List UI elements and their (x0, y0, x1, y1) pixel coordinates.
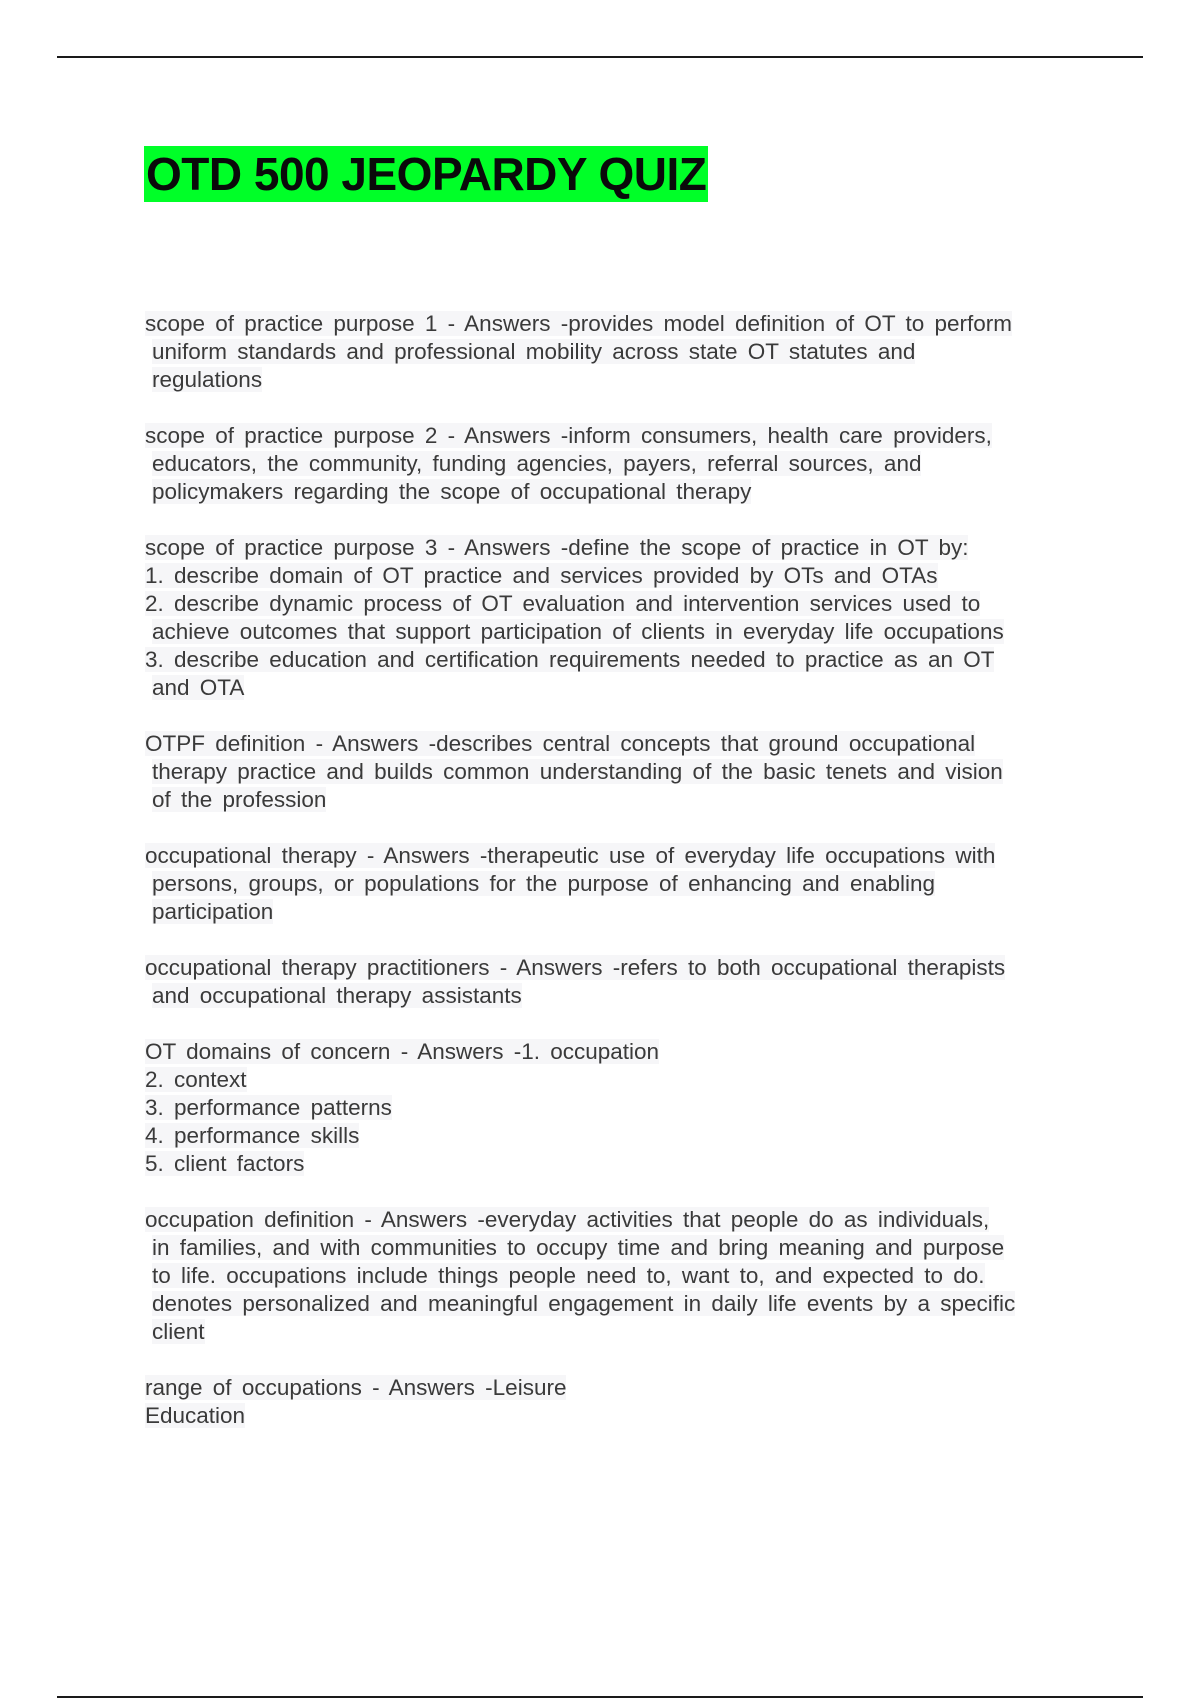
qa-entry-line-text: and occupational therapy assistants (152, 983, 522, 1008)
qa-entry-line (145, 562, 1095, 590)
qa-entry-line-text: denotes personalized and meaningful engagement in daily life events by a specific (152, 1291, 1016, 1316)
qa-entry-line-text: achieve outcomes that support participation of clients in everyday life occupations (152, 619, 1004, 644)
qa-entry-line-text: 3. describe education and certification requirements needed to practice as an OT (145, 647, 995, 672)
qa-entry-line (145, 1122, 1095, 1150)
qa-entry-line-text: educators, the community, funding agencies, payers, referral sources, and (152, 451, 922, 476)
qa-entry-line (145, 1066, 1095, 1094)
qa-entry-line-text: scope of practice purpose 2 - Answers -inform consumers, health care providers, (145, 423, 992, 448)
qa-entry-line-text: policymakers regarding the scope of occupational therapy (152, 479, 752, 504)
qa-entry-line (145, 1150, 1095, 1178)
qa-entry-line-text: client (152, 1319, 205, 1344)
qa-list (145, 310, 1095, 1458)
qa-entry-line (145, 1038, 1095, 1066)
qa-entry-line-text: therapy practice and builds common understanding of the basic tenets and vision (152, 759, 1003, 784)
qa-entry-line (145, 870, 1095, 898)
qa-entry (145, 534, 1095, 702)
qa-entry-line-text: persons, groups, or populations for the purpose of enhancing and enabling (152, 871, 936, 896)
qa-entry (145, 1374, 1095, 1430)
qa-entry-line (145, 618, 1095, 646)
qa-entry-line-text: OT domains of concern - Answers -1. occupation (145, 1039, 660, 1064)
qa-entry-line (145, 534, 1095, 562)
qa-entry (145, 1038, 1095, 1178)
qa-entry-line-text: in families, and with communities to occupy time and bring meaning and purpose (152, 1235, 1005, 1260)
qa-entry-line-text: to life. occupations include things people need to, want to, and expected to do. (152, 1263, 985, 1288)
qa-entry-line-text: OTPF definition - Answers -describes central concepts that ground occupational (145, 731, 976, 756)
qa-entry-line (145, 758, 1095, 786)
qa-entry-line-text: 3. performance patterns (145, 1095, 392, 1120)
qa-entry (145, 310, 1095, 394)
qa-entry-line-text: 1. describe domain of OT practice and services provided by OTs and OTAs (145, 563, 938, 588)
bottom-rule (57, 1696, 1143, 1698)
qa-entry-line (145, 730, 1095, 758)
qa-entry-line-text: occupational therapy - Answers -therapeutic use of everyday life occupations with (145, 843, 996, 868)
qa-entry-line (145, 898, 1095, 926)
qa-entry-line-text: participation (152, 899, 274, 924)
qa-entry-line (145, 1262, 1095, 1290)
qa-entry-line (145, 422, 1095, 450)
qa-entry-line (145, 1290, 1095, 1318)
qa-entry-line (145, 954, 1095, 982)
qa-entry-line-text: and OTA (152, 675, 245, 700)
qa-entry-line-text: 5. client factors (145, 1151, 305, 1176)
qa-entry-line (145, 842, 1095, 870)
qa-entry-line (145, 1094, 1095, 1122)
qa-entry-line (145, 338, 1095, 366)
qa-entry-line-text: of the profession (152, 787, 327, 812)
qa-entry-line (145, 674, 1095, 702)
qa-entry-line-text: 2. describe dynamic process of OT evaluation and intervention services used to (145, 591, 981, 616)
qa-entry-line (145, 1234, 1095, 1262)
qa-entry-line-text: 4. performance skills (145, 1123, 360, 1148)
page-title: OTD 500 JEOPARDY QUIZ (146, 148, 707, 200)
qa-entry-line (145, 310, 1095, 338)
qa-entry-line (145, 450, 1095, 478)
qa-entry-line (145, 786, 1095, 814)
page-title-container (144, 146, 708, 202)
qa-entry-line-text: occupational therapy practitioners - Answers -refers to both occupational therapists (145, 955, 1006, 980)
qa-entry-line-text: scope of practice purpose 1 - Answers -provides model definition of OT to perform (145, 311, 1012, 336)
qa-entry (145, 954, 1095, 1010)
qa-entry-line (145, 478, 1095, 506)
qa-entry-line-text: uniform standards and professional mobility across state OT statutes and (152, 339, 916, 364)
qa-entry-line (145, 1206, 1095, 1234)
qa-entry (145, 422, 1095, 506)
qa-entry-line-text: Education (145, 1403, 246, 1428)
qa-entry-line (145, 1318, 1095, 1346)
qa-entry-line-text: 2. context (145, 1067, 247, 1092)
qa-entry-line (145, 1374, 1095, 1402)
qa-entry-line (145, 1402, 1095, 1430)
qa-entry-line (145, 982, 1095, 1010)
qa-entry (145, 1206, 1095, 1346)
qa-entry-line (145, 366, 1095, 394)
qa-entry (145, 842, 1095, 926)
qa-entry-line-text: occupation definition - Answers -everyday activities that people do as individuals, (145, 1207, 990, 1232)
qa-entry (145, 730, 1095, 814)
top-rule (57, 56, 1143, 58)
qa-entry-line (145, 646, 1095, 674)
qa-entry-line-text: scope of practice purpose 3 - Answers -define the scope of practice in OT by: (145, 535, 969, 560)
qa-entry-line-text: regulations (152, 367, 263, 392)
qa-entry-line (145, 590, 1095, 618)
qa-entry-line-text: range of occupations - Answers -Leisure (145, 1375, 567, 1400)
